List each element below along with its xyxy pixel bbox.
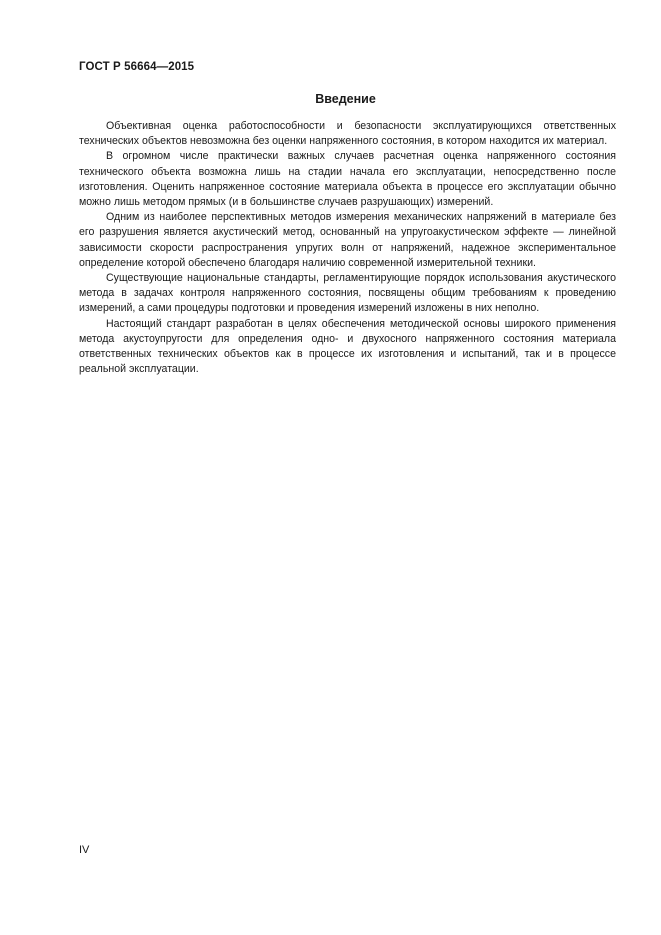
page-number: IV	[79, 844, 90, 856]
document-code: ГОСТ Р 56664—2015	[79, 61, 195, 73]
paragraph: Существующие национальные стандарты, регламентирующие порядок использования акустического метода в задачах контроля напряженного состояния, посвящены общим требованиям к проведению измерений, а сами процедуры подготовки и проведения измерений изложены в них неполно.	[79, 272, 616, 315]
body-text	[79, 119, 616, 377]
paragraph: Настоящий стандарт разработан в целях обеспечения методической основы широкого применения метода акустоупругости для определения одно- и двухосного напряженного состояния материала ответственных технических объектов как в процессе их изготовления и испытаний, так и в процессе реальной эксплуатации.	[79, 317, 616, 376]
paragraph: Объективная оценка работоспособности и безопасности эксплуатирующихся ответственных технических объектов невозможна без оценки напряженного состояния, в котором находится их материал.	[79, 120, 616, 148]
section-title: Введение	[315, 92, 376, 106]
paragraph: В огромном числе практически важных случаев расчетная оценка напряженного состояния технического объекта возможна лишь на стадии начала его эксплуатации, непосредственно после изготовления. Оценить напряженное состояние материала объекта в процессе его эксплуатации обычно можно лишь методом прямых (и в большинстве случаев разрушающих) измерений.	[79, 150, 616, 209]
paragraph: Одним из наиболее перспективных методов измерения механических напряжений в материале без его разрушения является акустический метод, основанный на упругоакустическом эффекте — линейной зависимости скорости распространения упругих волн от напряжений, надежное экспериментальное определение которой обеспечено благодаря наличию современной измерительной техники.	[79, 211, 616, 269]
